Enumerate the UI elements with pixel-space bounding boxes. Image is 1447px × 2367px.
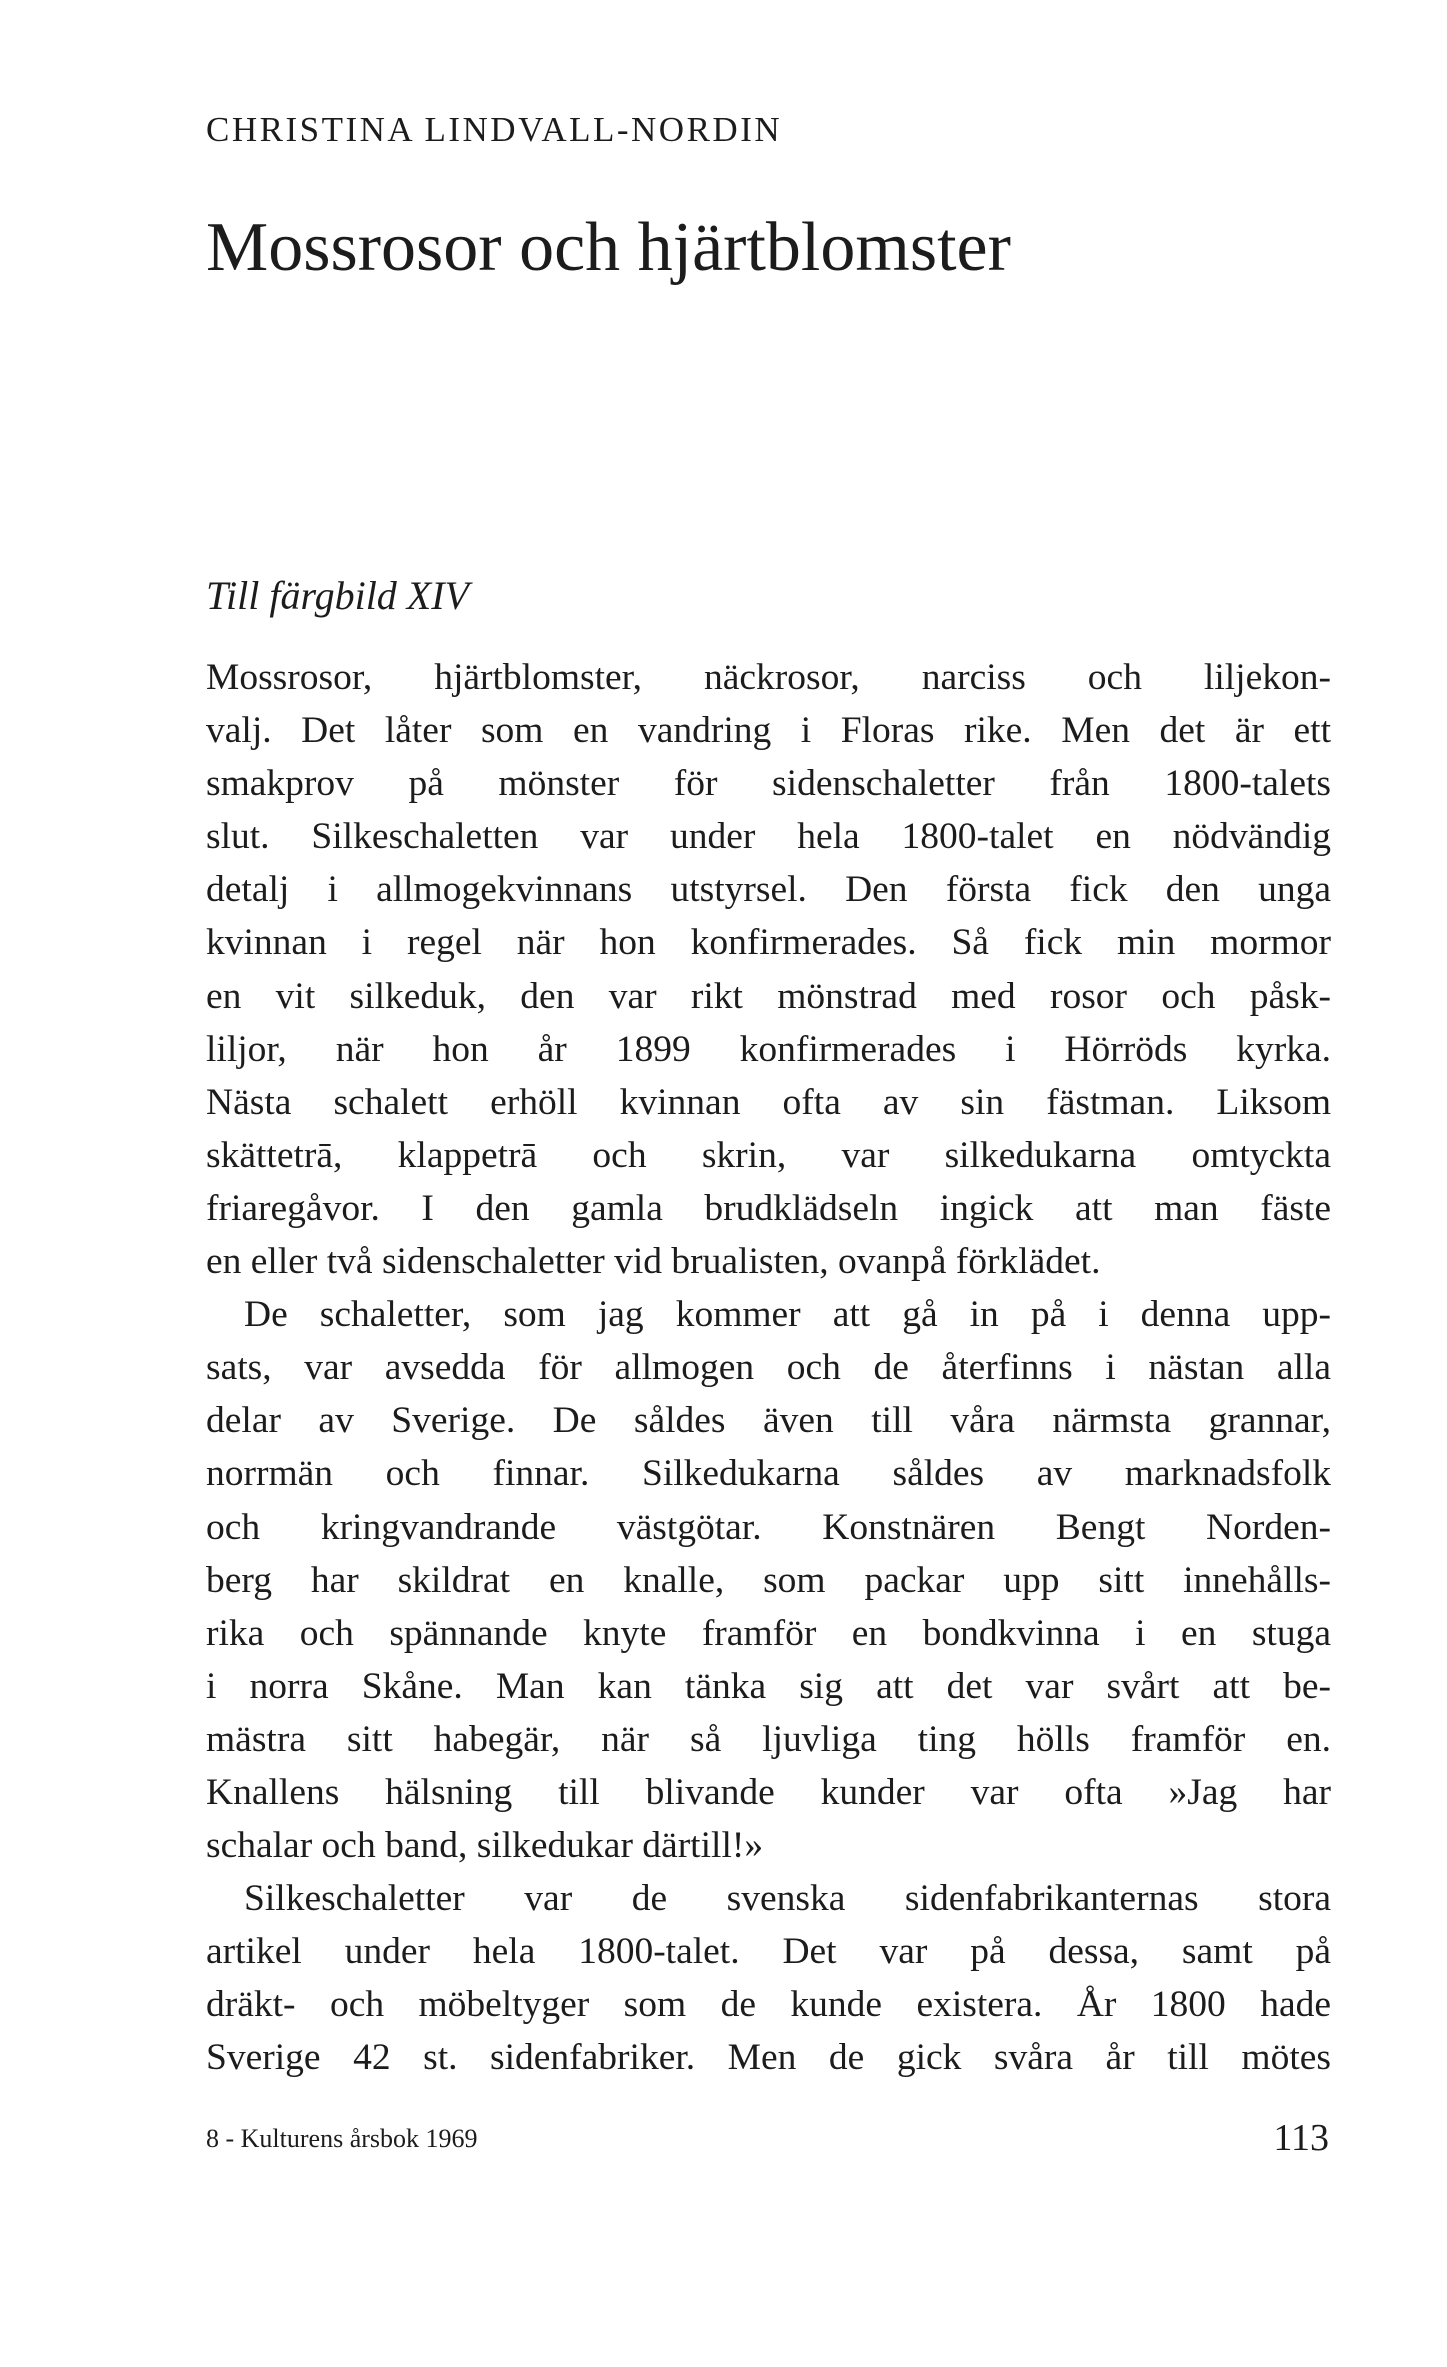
body-line: slut. Silkeschaletten var under hela 1800-talet en nödvändig bbox=[206, 816, 1331, 858]
article-title: Mossrosor och hjärtblomster bbox=[206, 209, 1011, 286]
body-line: skättetrā, klappetrā och skrin, var silkedukarna omtyckta bbox=[206, 1134, 1331, 1176]
article-body bbox=[206, 651, 1331, 2085]
figure-caption: Till färgbild XIV bbox=[206, 573, 469, 618]
body-line: detalj i allmogekvinnans utstyrsel. Den första fick den unga bbox=[206, 869, 1331, 911]
body-line: i norra Skåne. Man kan tänka sig att det var svårt att be- bbox=[206, 1665, 1331, 1707]
body-line: rika och spännande knyte framför en bondkvinna i en stuga bbox=[206, 1612, 1331, 1654]
body-line: en vit silkeduk, den var rikt mönstrad med rosor och påsk- bbox=[206, 975, 1331, 1017]
body-line: delar av Sverige. De såldes även till våra närmsta grannar, bbox=[206, 1400, 1331, 1442]
body-line: Silkeschaletter var de svenska sidenfabrikanternas stora bbox=[244, 1878, 1331, 1920]
body-line: kvinnan i regel när hon konfirmerades. Så fick min mormor bbox=[206, 922, 1331, 964]
body-line: friaregåvor. I den gamla brudklädseln ingick att man fäste bbox=[206, 1187, 1331, 1229]
body-line: dräkt- och möbeltyger som de kunde existera. År 1800 hade bbox=[206, 1984, 1331, 2026]
body-line: liljor, när hon år 1899 konfirmerades i Hörröds kyrka. bbox=[206, 1028, 1331, 1070]
body-line: Mossrosor, hjärtblomster, näckrosor, narciss och liljekon- bbox=[206, 657, 1331, 698]
body-line: berg har skildrat en knalle, som packar upp sitt innehålls- bbox=[206, 1559, 1331, 1601]
body-line: artikel under hela 1800-talet. Det var på dessa, samt på bbox=[206, 1931, 1331, 1973]
body-line: De schaletter, som jag kommer att gå in på i denna upp- bbox=[244, 1294, 1331, 1336]
body-line: Sverige 42 st. sidenfabriker. Men de gick svåra år till mötes bbox=[206, 2037, 1331, 2079]
body-line: Knallens hälsning till blivande kunder var ofta »Jag har bbox=[206, 1771, 1331, 1813]
body-line: sats, var avsedda för allmogen och de återfinns i nästan alla bbox=[206, 1347, 1331, 1389]
footer-source: 8 - Kulturens årsbok 1969 bbox=[206, 2124, 478, 2153]
body-line: valj. Det låter som en vandring i Floras rike. Men det är ett bbox=[206, 710, 1331, 752]
body-line: mästra sitt habegär, när så ljuvliga ting hölls framför en. bbox=[206, 1718, 1331, 1760]
body-line: Nästa schalett erhöll kvinnan ofta av sin fästman. Liksom bbox=[206, 1081, 1331, 1123]
body-line: en eller två sidenschaletter vid brualisten, ovanpå förklädet. bbox=[206, 1241, 1101, 1283]
page-number: 113 bbox=[1273, 2117, 1329, 2159]
body-line: norrmän och finnar. Silkedukarna såldes av marknadsfolk bbox=[206, 1453, 1331, 1495]
author-name: CHRISTINA LINDVALL-NORDIN bbox=[206, 110, 783, 149]
body-line: och kringvandrande västgötar. Konstnären Bengt Norden- bbox=[206, 1506, 1331, 1548]
body-line: schalar och band, silkedukar därtill!» bbox=[206, 1825, 764, 1867]
body-line: smakprov på mönster för sidenschaletter från 1800-talets bbox=[206, 763, 1331, 805]
